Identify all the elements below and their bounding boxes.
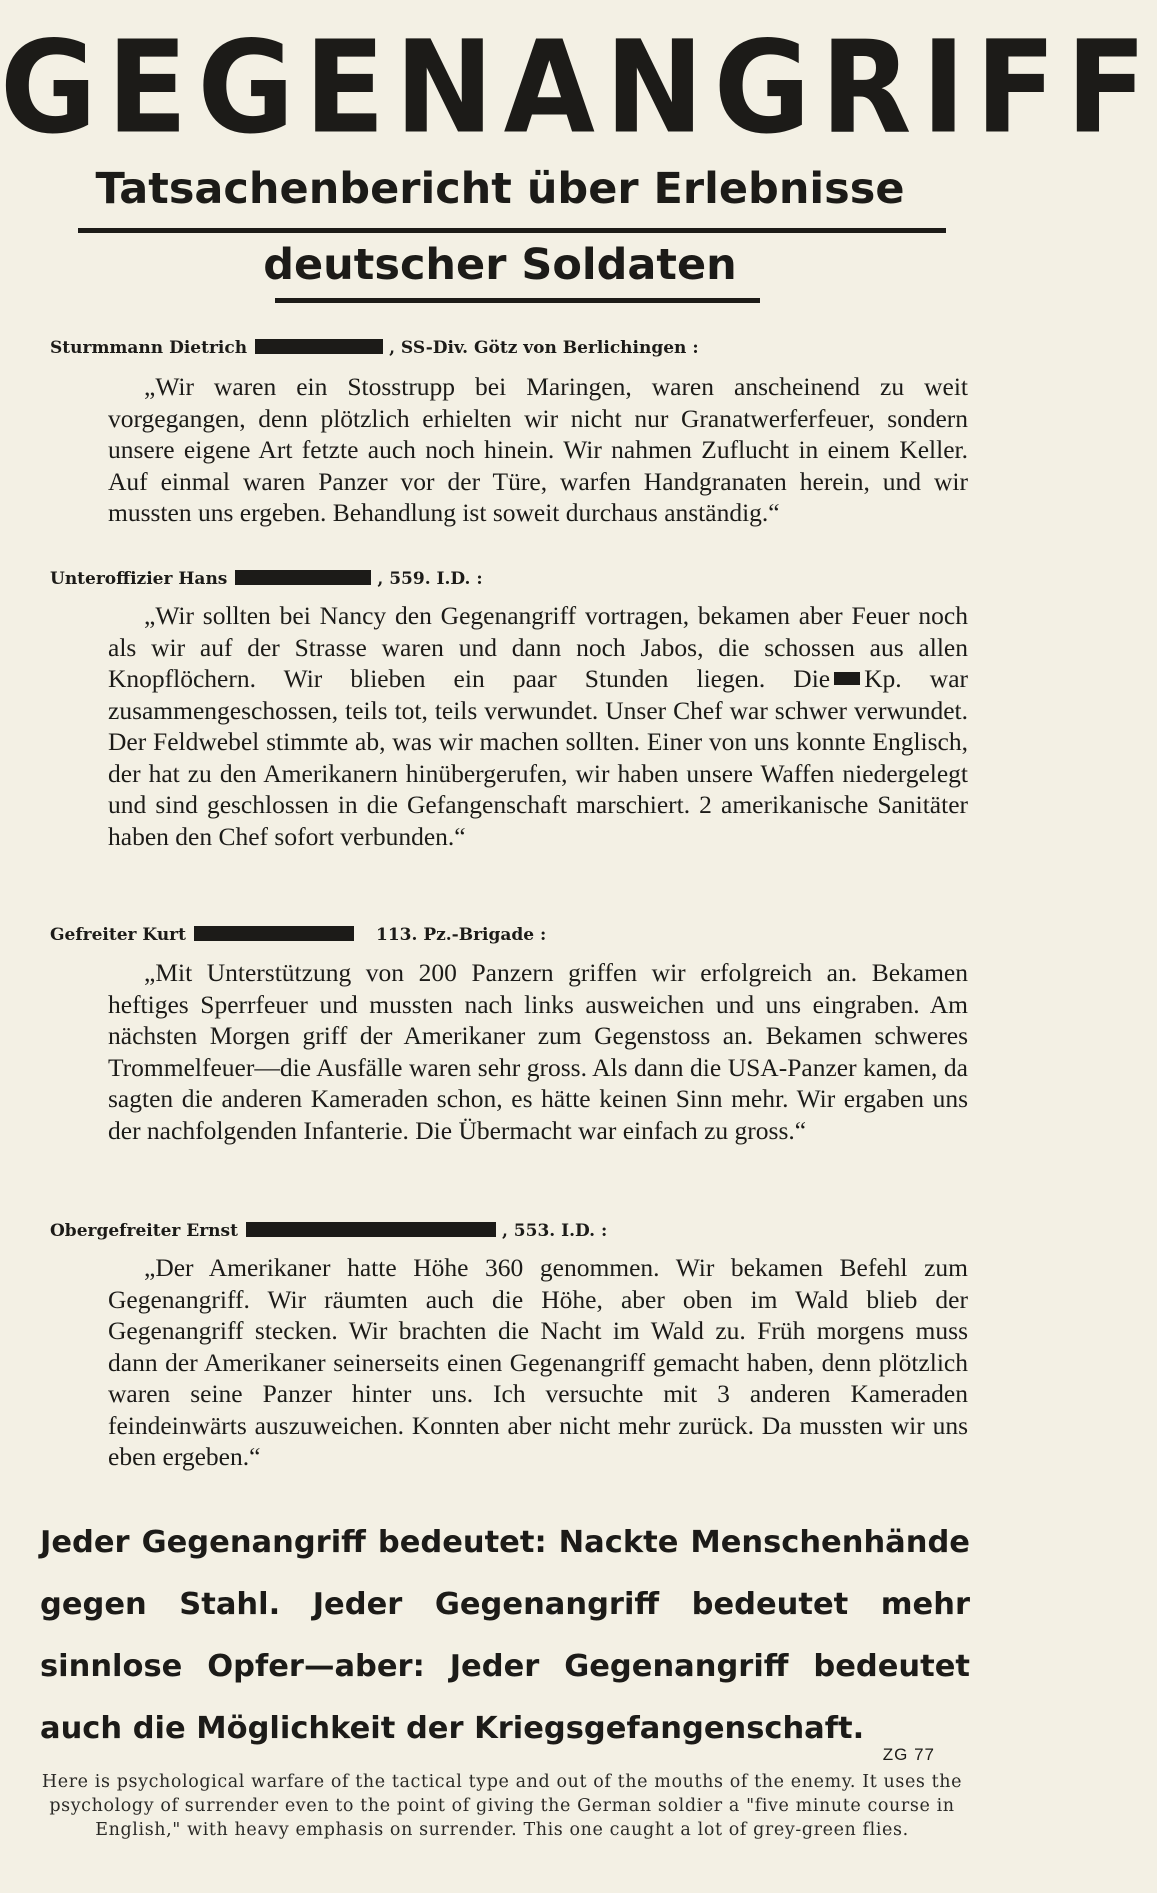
redaction-bar [194, 926, 354, 941]
report-4-quote: „Der Amerikaner hatte Höhe 360 genommen. Wir bekamen Befehl zum Gegenangriff. Wir räumten auch die Höhe, aber oben im Wald blieb der Gegenangriff stecken. Wir brachten die Nacht im Wald zu. Früh morgens muss dann der Amerikaner seinerseits einen Gegenangriff gemacht haben, denn plötzlich waren seine Panzer hinter uns. Ich versuchte mit 3 anderen Kameraden feindeinwärts auszuweichen. Konnten aber nicht mehr zurück. Da mussten wir uns eben ergeben.“ [108, 1253, 968, 1471]
report-2-unit: , 559. I.D. : [377, 569, 483, 589]
report-2-speaker [50, 566, 950, 592]
report-3-unit: 113. Pz.-Brigade : [376, 925, 547, 945]
report-3-rank-name: Gefreiter Kurt [50, 925, 186, 945]
report-4-speaker [50, 1218, 950, 1244]
subtitle-line-2: deutscher Soldaten [263, 240, 737, 290]
subtitle-line-1: Tatsachenbericht über Erlebnisse [95, 164, 905, 214]
redaction-bar [255, 339, 383, 354]
report-3-quote: „Mit Unterstützung von 200 Panzern griffen wir erfolgreich an. Bekamen heftiges Sperrfeuer und mussten nach links ausweichen und uns eingraben. Am nächsten Morgen griff der Amerikaner zum Gegenstoss an. Bekamen schweres Trommelfeuer—die Ausfälle waren sehr gross. Als dann die USA-Panzer kamen, da sagten die anderen Kameraden schon, es hätte keinen Sinn mehr. Wir ergaben uns der nachfolgenden Infanterie. Die Übermacht war einfach zu gross.“ [108, 958, 968, 1145]
redaction-bar [834, 672, 860, 685]
subtitle-underline-1 [78, 228, 946, 233]
caption: Here is psychological warfare of the tactical type and out of the mouths of the enemy. It uses the psychology of surrender even to the point of giving the German soldier a "five minute course in English," with heavy emphasis on surrender. This one caught a lot of grey-green flies. [41, 1772, 963, 1840]
report-3-speaker [50, 922, 950, 948]
redaction-bar [235, 570, 371, 585]
report-4-unit: , 553. I.D. : [501, 1221, 608, 1241]
report-1-rank-name: Sturmmann Dietrich [50, 338, 248, 358]
leaflet-code: ZG 77 [882, 1745, 935, 1764]
subtitle-underline-2 [275, 298, 760, 303]
redaction-bar [246, 1222, 496, 1237]
report-4-rank-name: Obergefreiter Ernst [50, 1221, 238, 1241]
report-1-speaker [50, 335, 950, 361]
report-1-unit: , SS-Div. Götz von Berlichingen : [389, 338, 699, 358]
report-1-quote: „Wir waren ein Stosstrupp bei Maringen, waren anscheinend zu weit vorgegangen, denn plötzlich erhielten wir nicht nur Granatwerferfeuer, sondern unsere eigene Art fetzte auch noch hinein. Wir nahmen Zuflucht in einem Keller. Auf einmal waren Panzer vor der Türe, warfen Handgranaten herein, und wir mussten uns ergeben. Behandlung ist soweit durchaus anständig.“ [108, 372, 968, 527]
report-2-rank-name: Unteroffizier Hans [50, 569, 228, 589]
report-2-quote: „Wir sollten bei Nancy den Gegenangriff vortragen, bekamen aber Feuer noch als wir auf der Strasse waren und dann noch Jabos, die schossen aus allen Knopflöchern. Wir blieben ein paar Stunden liegen. Die Kp. war zusammengeschossen, teils tot, teils verwundet. Unser Chef war schwer verwundet. Der Feldwebel stimmte ab, was wir machen sollten. Einer von uns konnte Englisch, der hat zu den Amerikanern hinübergerufen, wir haben unsere Waffen niedergelegt und sind geschlossen in die Gefangenschaft marschiert. 2 amerikanische Sanitäter haben den Chef sofort verbunden.“ [108, 601, 969, 851]
headline: GEGENANGRIFF [0, 12, 1157, 162]
conclusion-text: Jeder Gegenangriff bedeutet: Nackte Menschenhände gegen Stahl. Jeder Gegenangriff bedeutet mehr sinnlose Opfer—aber: Jeder Gegenangriff bedeutet auch die Möglichkeit der Kriegsgefangenschaft. [40, 1525, 970, 1746]
